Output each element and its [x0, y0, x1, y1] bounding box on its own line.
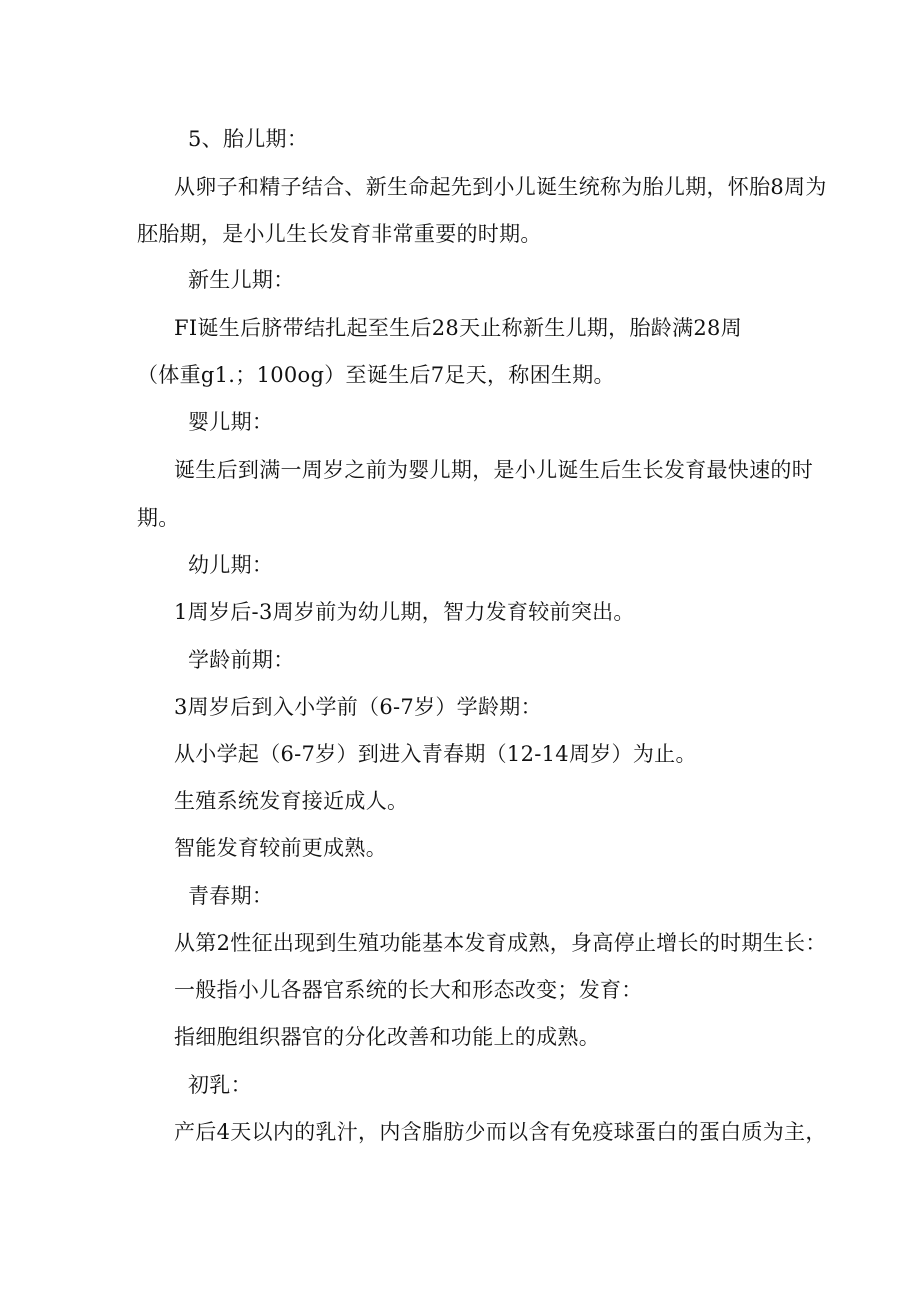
heading-adolescence: 青春期：	[188, 884, 274, 908]
heading-colostrum: 初乳：	[188, 1073, 252, 1097]
paragraph-line: 产后4天以内的乳汁，内含脂肪少而以含有免疫球蛋白的蛋白质为主，	[174, 1120, 827, 1144]
heading-infant-period: 婴儿期：	[188, 410, 274, 434]
heading-fetal-period: 5、胎儿期：	[188, 127, 309, 151]
paragraph-line: 3周岁后到入小学前（6-7岁）学龄期：	[174, 695, 542, 719]
paragraph-line: 从卵子和精子结合、新生命起先到小儿诞生统称为胎儿期，怀胎8周为	[174, 175, 827, 199]
paragraph-line: 从小学起（6-7岁）到进入青春期（12-14周岁）为止。	[174, 742, 697, 766]
paragraph-line: 胚胎期，是小儿生长发育非常重要的时期。	[137, 222, 542, 246]
paragraph-line: 智能发育较前更成熟。	[174, 836, 387, 860]
paragraph-line: 指细胞组织器官的分化改善和功能上的成熟。	[174, 1025, 600, 1049]
paragraph-line: 生殖系统发育接近成人。	[174, 789, 409, 813]
paragraph-line: 1周岁后-3周岁前为幼儿期，智力发育较前突出。	[174, 600, 635, 624]
paragraph-line: （体重g1.；100og）至诞生后7足天，称困生期。	[137, 363, 615, 387]
paragraph-line: 从第2性征出现到生殖功能基本发育成熟，身高停止增长的时期生长：	[174, 931, 827, 955]
paragraph-line: FI诞生后脐带结扎起至生后28天止称新生儿期，胎龄满28周	[174, 316, 743, 340]
paragraph-line: 诞生后到满一周岁之前为婴儿期，是小儿诞生后生长发育最快速的时	[174, 458, 813, 482]
heading-toddler-period: 幼儿期：	[188, 553, 274, 577]
paragraph-line: 一般指小儿各器官系统的长大和形态改变；发育：	[174, 978, 643, 1002]
heading-neonatal-period: 新生儿期：	[188, 268, 295, 292]
paragraph-line: 期。	[137, 506, 180, 530]
heading-preschool-period: 学龄前期：	[188, 648, 295, 672]
